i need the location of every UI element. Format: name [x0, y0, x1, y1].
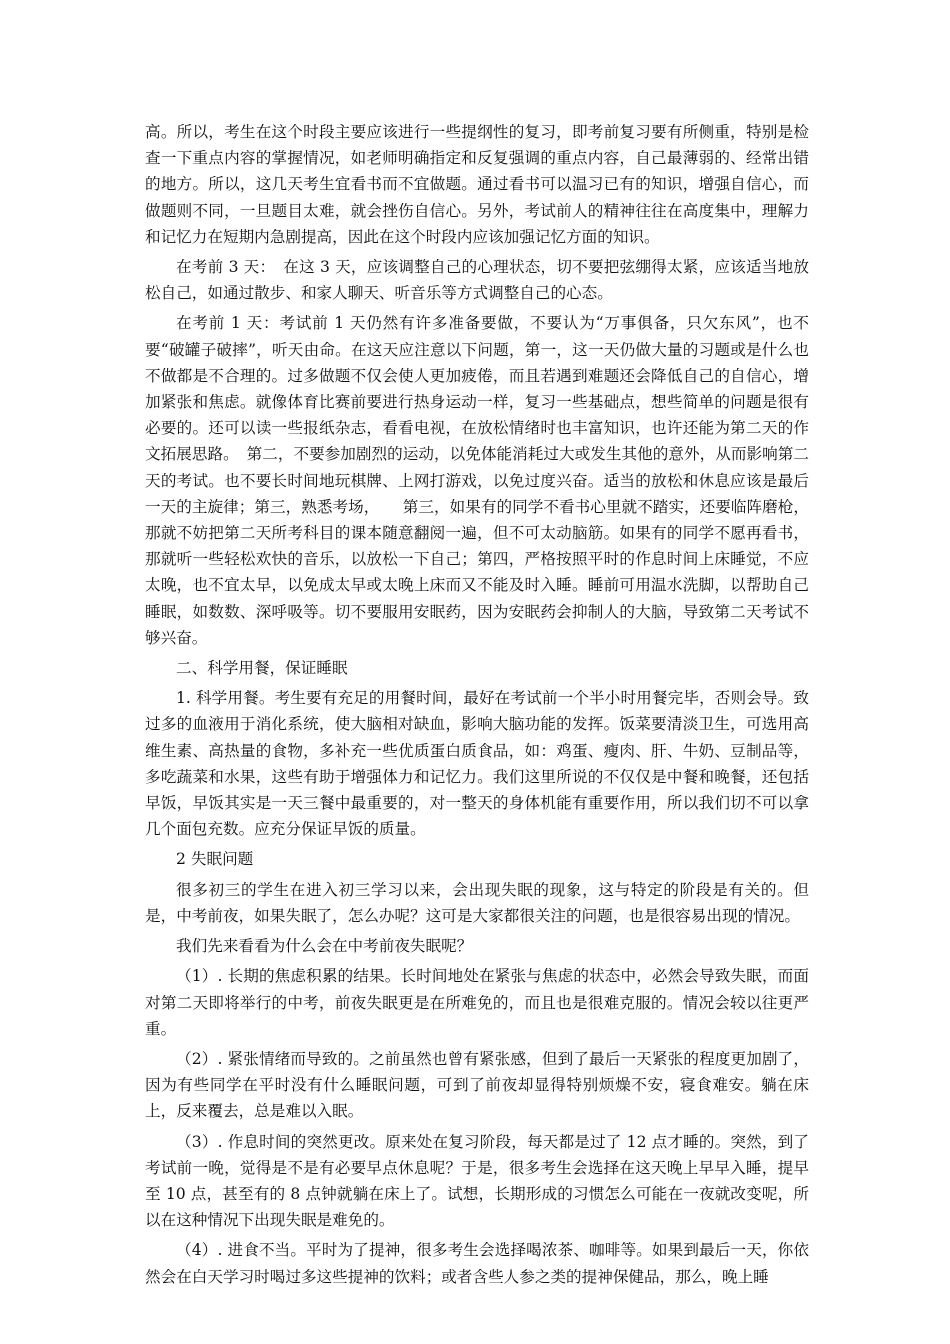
paragraph-insomnia-question: 我们先来看看为什么会在中考前夜失眠呢？ [176, 937, 473, 956]
paragraph-cause-tension: （2）. 紧张情绪而导致的。之前虽然也曾有紧张感，但到了最后一天紧张的程度更加剧了，因为有些同学在平时没有什么睡眠问题，可到了前夜却显得特别烦燥不安，寝食难安。躺在床上，反来覆去，总是难以入眠。 [145, 1049, 809, 1121]
paragraph-cause-anxiety: （1）. 长期的焦虑积累的结果。长时间地处在紧张与焦虑的状态中，必然会导致失眠，而面对第二天即将举行的中考，前夜失眠更是在所难免的，而且也是很难克服的。情况会较以往更严重。 [145, 967, 809, 1038]
paragraph-three-days-before: 在考前 3 天： 在这 3 天，应该调整自己的心理状态，切不要把弦绷得太紧，应该适当地放松自己，如通过散步、和家人聊天、听音乐等方式调整自己的心态。 [145, 258, 809, 303]
paragraph-cause-schedule: （3）. 作息时间的突然更改。原来处在复习阶段，每天都是过了 12 点才睡的。突然，到了考试前一晚，觉得是不是有必要早点休息呢？于是，很多考生会选择在这天晚上早早入睡，提早至 10 点，甚至有的 8 点钟就躺在床上了。试想，长期形成的习惯怎么可能在一夜就改变呢，所以在这种情况下出现失眠是难免的。 [145, 1132, 809, 1230]
section-heading-diet-sleep: 二、科学用餐，保证睡眠 [176, 659, 348, 678]
paragraph-cause-diet: （4）. 进食不当。平时为了提神，很多考生会选择喝浓茶、咖啡等。如果到最后一天，你依然会在白天学习时喝过多这些提神的饮料；或者含些人参之类的提神保健品，那么，晚上睡 [145, 1241, 809, 1286]
document-page [145, 119, 809, 1290]
paragraph-review-focus: 高。所以，考生在这个时段主要应该进行一些提纲性的复习，即考前复习要有所侧重，特别是检查一下重点内容的掌握情况，如老师明确指定和反复强调的重点内容，自己最薄弱的、经常出错的地方。所以，这几天考生宜看书而不宜做题。通过看书可以温习已有的知识，增强自信心，而做题则不同，一旦题目太难，就会挫伤自信心。另外，考试前人的精神往往在高度集中，理解力和记忆力在短期内急剧提高，因此在这个时段内应该加强记忆方面的知识。 [145, 123, 809, 246]
paragraph-insomnia-intro: 很多初三的学生在进入初三学习以来，会出现失眠的现象，这与特定的阶段是有关的。但是，中考前夜，如果失眠了，怎么办呢？这可是大家都很关注的问题，也是很容易出现的情况。 [145, 880, 809, 925]
section-heading-insomnia: 2 失眠问题 [176, 850, 254, 869]
paragraph-one-day-before: 在考前 1 天：考试前 1 天仍然有许多准备要做，不要认为“万事俱备，只欠东风”，也不要“破罐子破摔”，听天由命。在这天应注意以下问题，第一，这一天仍做大量的习题或是什么也不做都是不合理的。过多做题不仅会使人更加疲倦，而且若遇到难题还会降低自己的自信心，增加紧张和焦虑。就像体育比赛前要进行热身运动一样，复习一些基础点，想些简单的问题是很有必要的。还可以读一些报纸杂志，看看电视，在放松情绪时也丰富知识，也许还能为第二天的作文拓展思路。 第二，不要参加剧烈的运动，以免体能消耗过大或发生其他的意外，从而影响第二天的考试。也不要长时间地玩棋牌、上网打游戏，以免过度兴奋。适当的放松和休息应该是最后一天的主旋律；第三，熟悉考场， 第三，如果有的同学不看书心里就不踏实，还要临阵磨枪，那就不妨把第二天所考科目的课本随意翻阅一遍，但不可太动脑筋。如果有的同学不愿再看书，那就听一些轻松欢快的音乐，以放松一下自己；第四，严格按照平时的作息时间上床睡觉，不应太晚，也不宜太早，以免成太早或太晚上床而又不能及时入睡。睡前可用温水洗脚，以帮助自己睡眠，如数数、深呼吸等。切不要服用安眠药，因为安眠药会抑制人的大脑，导致第二天考试不够兴奋。 [145, 314, 809, 647]
paragraph-scientific-meals: 1. 科学用餐。考生要有充足的用餐时间，最好在考试前一个半小时用餐完毕，否则会导。致过多的血液用于消化系统，使大脑相对缺血，影响大脑功能的发挥。饭菜要清淡卫生，可选用高维生素、高热量的食物，多补充一些优质蛋白质食品，如：鸡蛋、瘦肉、肝、牛奶、豆制品等，多吃蔬菜和水果，这些有助于增强体力和记忆力。我们这里所说的不仅仅是中餐和晚餐，还包括早饭，早饭其实是一天三餐中最重要的，对一整天的身体机能有重要作用，所以我们切不可以拿几个面包充数。应充分保证早饭的质量。 [145, 689, 809, 839]
